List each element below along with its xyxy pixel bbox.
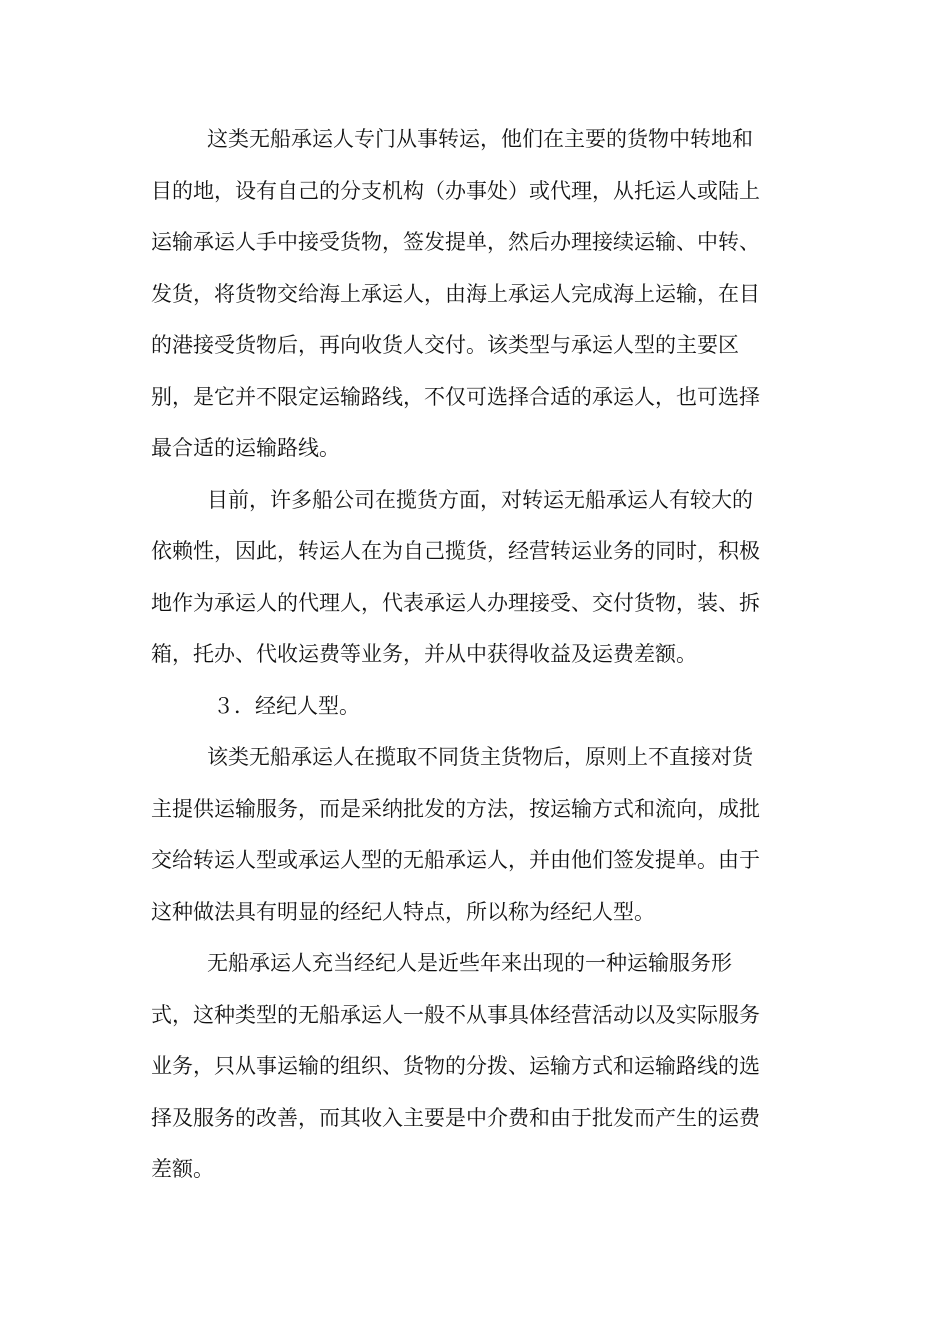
paragraph-line: 运输承运人手中接受货物，签发提单，然后办理接续运输、中转、 xyxy=(151,230,760,254)
paragraph-line: 差额。 xyxy=(151,1157,214,1181)
paragraph-line: 式，这种类型的无船承运人一般不从事具体经营活动以及实际服务 xyxy=(151,1002,760,1027)
paragraph-line: 目前，许多船公司在揽货方面，对转运无船承运人有较大的 xyxy=(207,487,753,512)
paragraph-line: 最合适的运输路线。 xyxy=(151,436,340,460)
paragraph-line: 地作为承运人的代理人，代表承运人办理接受、交付货物，装、拆 xyxy=(151,590,760,615)
paragraph-line: 业务，只从事运输的组织、货物的分拨、运输方式和运输路线的选 xyxy=(151,1054,760,1078)
paragraph-line: 这类无船承运人专门从事转运，他们在主要的货物中转地和 xyxy=(207,127,753,151)
section-heading: ３．经纪人型。 xyxy=(213,693,360,718)
paragraph-line: 别，是它并不限定运输路线，不仅可选择合适的承运人，也可选择 xyxy=(151,384,760,409)
paragraph-line: 主提供运输服务，而是采纳批发的方法，按运输方式和流向，成批 xyxy=(151,796,760,821)
paragraph-line: 交给转运人型或承运人型的无船承运人，并由他们签发提单。由于 xyxy=(151,848,760,872)
paragraph-line: 的港接受货物后，再向收货人交付。该类型与承运人型的主要区 xyxy=(151,333,739,357)
paragraph-line: 目的地，设有自己的分支机构（办事处）或代理，从托运人或陆上 xyxy=(151,178,760,203)
paragraph-line: 无船承运人充当经纪人是近些年来出现的一种运输服务形 xyxy=(207,951,732,975)
paragraph-line: 这种做法具有明显的经纪人特点，所以称为经纪人型。 xyxy=(151,899,655,924)
paragraph-line: 箱，托办、代收运费等业务，并从中获得收益及运费差额。 xyxy=(151,642,697,666)
paragraph-line: 发货，将货物交给海上承运人，由海上承运人完成海上运输，在目 xyxy=(151,281,760,306)
body-text xyxy=(151,114,801,1196)
paragraph-line: 该类无船承运人在揽取不同货主货物后，原则上不直接对货 xyxy=(207,745,753,769)
paragraph-line: 择及服务的改善，而其收入主要是中介费和由于批发而产生的运费 xyxy=(151,1105,760,1130)
paragraph-line: 依赖性，因此，转运人在为自己揽货，经营转运业务的同时，积极 xyxy=(151,539,760,563)
